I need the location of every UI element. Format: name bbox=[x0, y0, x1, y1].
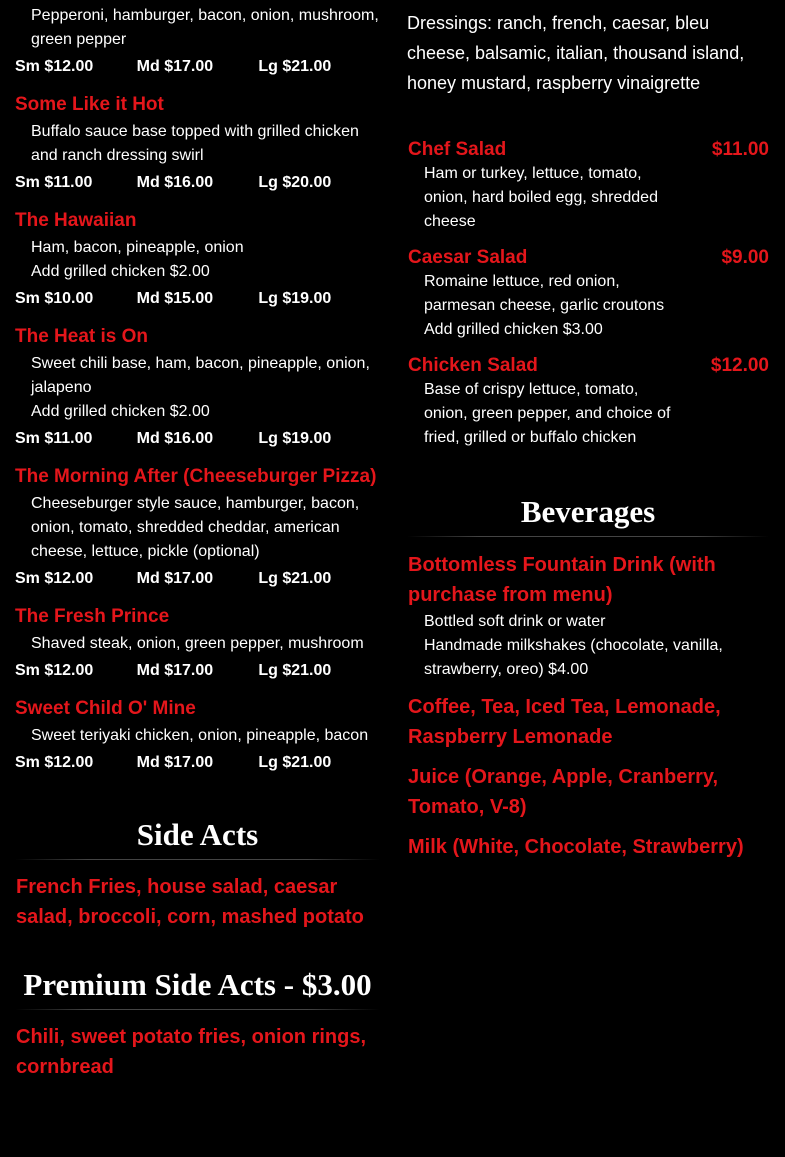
price-small: Sm $12.00 bbox=[15, 662, 94, 679]
salad-price: $9.00 bbox=[721, 247, 769, 268]
premium-side-acts-section bbox=[15, 965, 380, 1082]
pizza-description: Ham, bacon, pineapple, onion bbox=[31, 239, 244, 256]
pizza-prices bbox=[15, 171, 380, 195]
price-medium: Md $17.00 bbox=[136, 662, 214, 679]
pizza-name: The Fresh Prince bbox=[15, 606, 170, 627]
price-large: Lg $21.00 bbox=[258, 58, 332, 75]
beverage-item bbox=[408, 832, 769, 862]
beverage-description: Handmade milkshakes (chocolate, vanilla, strawberry, oreo) $4.00 bbox=[424, 637, 723, 678]
beverage-item bbox=[408, 550, 769, 682]
side-acts-section bbox=[15, 815, 380, 932]
pizza-name: Some Like it Hot bbox=[15, 94, 164, 115]
salad-list bbox=[407, 138, 769, 450]
pizza-item bbox=[15, 206, 380, 311]
price-small: Sm $11.00 bbox=[15, 430, 93, 447]
salad-item bbox=[408, 246, 769, 342]
beverage-item bbox=[408, 692, 769, 752]
salad-item bbox=[408, 354, 769, 450]
salad-name: Caesar Salad bbox=[408, 247, 528, 268]
price-large: Lg $19.00 bbox=[258, 430, 332, 447]
price-small: Sm $11.00 bbox=[15, 174, 93, 191]
salad-addon: Add grilled chicken $3.00 bbox=[424, 321, 603, 338]
price-large: Lg $19.00 bbox=[258, 290, 332, 307]
pizza-description: Sweet chili base, ham, bacon, pineapple, onion, jalapeno bbox=[31, 355, 370, 396]
pizza-prices bbox=[15, 659, 380, 683]
pizza-name: The Hawaiian bbox=[15, 210, 137, 231]
side-acts-list: French Fries, house salad, caesar salad, broccoli, corn, mashed potato bbox=[16, 876, 364, 928]
salad-name: Chef Salad bbox=[408, 139, 507, 160]
beverages-section bbox=[407, 492, 769, 862]
salad-item bbox=[408, 138, 769, 234]
pizza-item bbox=[15, 322, 380, 451]
price-medium: Md $16.00 bbox=[136, 430, 214, 447]
price-medium: Md $15.00 bbox=[136, 290, 214, 307]
pizza-prices bbox=[15, 55, 380, 79]
beverage-name: Bottomless Fountain Drink (with purchase from menu) bbox=[408, 554, 716, 606]
pizza-name: The Morning After (Cheeseburger Pizza) bbox=[15, 466, 377, 487]
divider bbox=[407, 536, 769, 537]
dressings-list: Dressings: ranch, french, caesar, bleu cheese, balsamic, italian, thousand island, honey mustard, raspberry vinaigrette bbox=[407, 13, 745, 93]
beverage-name: Milk (White, Chocolate, Strawberry) bbox=[408, 836, 744, 858]
price-large: Lg $21.00 bbox=[258, 754, 332, 771]
price-large: Lg $20.00 bbox=[258, 174, 332, 191]
pizza-item bbox=[15, 4, 380, 79]
price-small: Sm $12.00 bbox=[15, 754, 94, 771]
pizza-addon: Add grilled chicken $2.00 bbox=[31, 263, 210, 280]
premium-side-acts-title: Premium Side Acts - $3.00 bbox=[23, 967, 372, 1002]
salad-description: Romaine lettuce, red onion, parmesan cheese, garlic croutons bbox=[424, 273, 665, 314]
pizza-item bbox=[15, 90, 380, 195]
pizza-description: Pepperoni, hamburger, bacon, onion, mushroom, green pepper bbox=[31, 7, 379, 48]
beverages-title: Beverages bbox=[520, 494, 656, 529]
beverage-item bbox=[408, 762, 769, 822]
pizza-description: Shaved steak, onion, green pepper, mushroom bbox=[31, 635, 364, 652]
salad-description: Ham or turkey, lettuce, tomato, onion, hard boiled egg, shredded cheese bbox=[424, 165, 658, 230]
price-medium: Md $17.00 bbox=[136, 570, 214, 587]
pizza-prices bbox=[15, 751, 380, 775]
divider bbox=[15, 859, 380, 860]
salad-name: Chicken Salad bbox=[408, 355, 538, 376]
beverage-description: Bottled soft drink or water bbox=[424, 613, 606, 630]
pizza-prices bbox=[15, 567, 380, 591]
pizza-prices bbox=[15, 287, 380, 311]
pizza-description: Buffalo sauce base topped with grilled chicken and ranch dressing swirl bbox=[31, 123, 359, 164]
side-acts-title: Side Acts bbox=[136, 817, 259, 852]
left-column bbox=[15, 0, 380, 1082]
salad-price: $12.00 bbox=[710, 355, 769, 376]
pizza-name: Sweet Child O' Mine bbox=[15, 698, 196, 719]
right-column bbox=[407, 0, 769, 872]
price-large: Lg $21.00 bbox=[258, 662, 332, 679]
price-medium: Md $16.00 bbox=[136, 174, 214, 191]
premium-side-acts-list: Chili, sweet potato fries, onion rings, cornbread bbox=[16, 1026, 367, 1078]
beverage-name: Coffee, Tea, Iced Tea, Lemonade, Raspberry Lemonade bbox=[408, 696, 721, 748]
pizza-addon: Add grilled chicken $2.00 bbox=[31, 403, 210, 420]
salad-description: Base of crispy lettuce, tomato, onion, green pepper, and choice of fried, grilled or buffalo chicken bbox=[424, 381, 671, 446]
beverage-name: Juice (Orange, Apple, Cranberry, Tomato, V-8) bbox=[408, 766, 719, 818]
pizza-description: Sweet teriyaki chicken, onion, pineapple, bacon bbox=[31, 727, 369, 744]
price-medium: Md $17.00 bbox=[136, 58, 214, 75]
price-large: Lg $21.00 bbox=[258, 570, 332, 587]
pizza-item bbox=[15, 462, 380, 591]
pizza-name: The Heat is On bbox=[15, 326, 149, 347]
salad-price: $11.00 bbox=[711, 139, 769, 160]
price-small: Sm $12.00 bbox=[15, 58, 94, 75]
price-small: Sm $10.00 bbox=[15, 290, 94, 307]
pizza-prices bbox=[15, 427, 380, 451]
divider bbox=[15, 1009, 380, 1010]
price-small: Sm $12.00 bbox=[15, 570, 94, 587]
price-medium: Md $17.00 bbox=[136, 754, 214, 771]
pizza-item bbox=[15, 602, 380, 683]
pizza-description: Cheeseburger style sauce, hamburger, bacon, onion, tomato, shredded cheddar, american cheese, lettuce, pickle (optional) bbox=[31, 495, 360, 560]
pizza-item bbox=[15, 694, 380, 775]
